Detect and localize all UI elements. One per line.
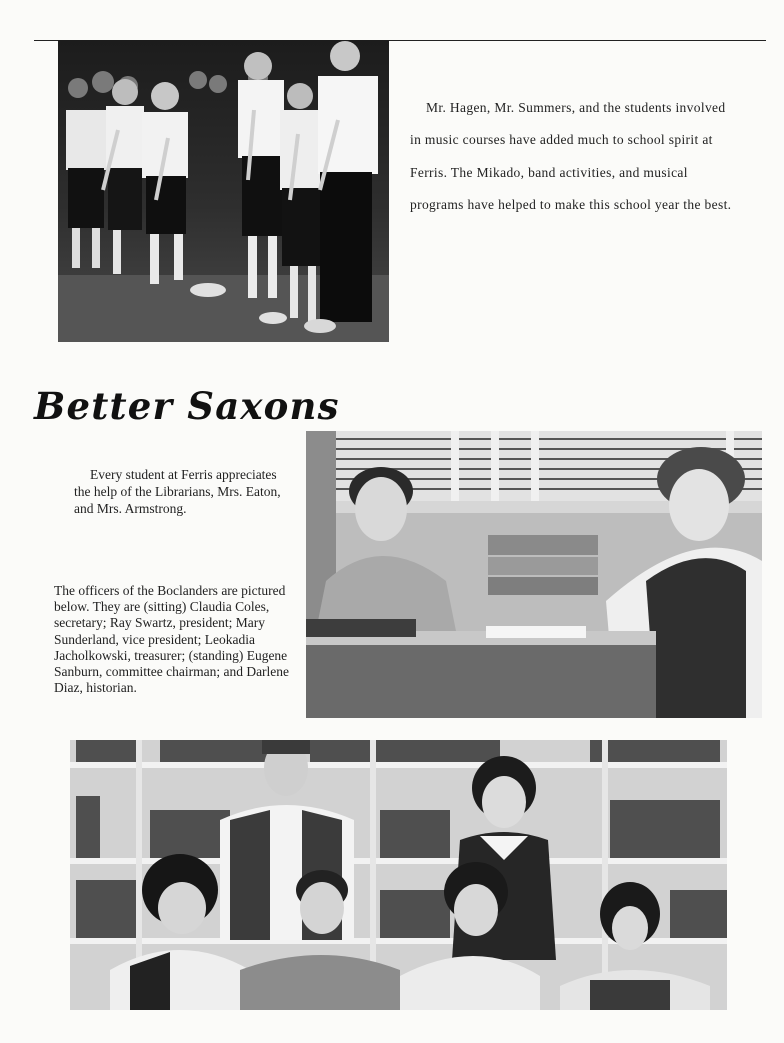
page-heading: Better Saxons: [34, 384, 340, 428]
librarians-caption: Every student at Ferris appreciates the help of the Librarians, Mrs. Eaton, and Mrs. Armstrong.: [74, 467, 281, 516]
officers-caption: The officers of the Boclanders are pictured below. They are (sitting) Claudia Coles, secretary; Ray Swartz, president; Mary Sunderland, vice president; Leokadia Jacholkowski, treasurer; (standing) Eugene Sanburn, committee chairman; and Darlene Diaz, historian.: [54, 583, 290, 696]
music-caption: Mr. Hagen, Mr. Summers, and the students involved in music courses have added much to school spirit at Ferris. The Mikado, band activities, and musical programs have helped to make this school year the best.: [410, 100, 732, 213]
librarians-photo: [306, 431, 762, 718]
officers-photo: [70, 740, 727, 1010]
band-photo: [58, 40, 389, 342]
